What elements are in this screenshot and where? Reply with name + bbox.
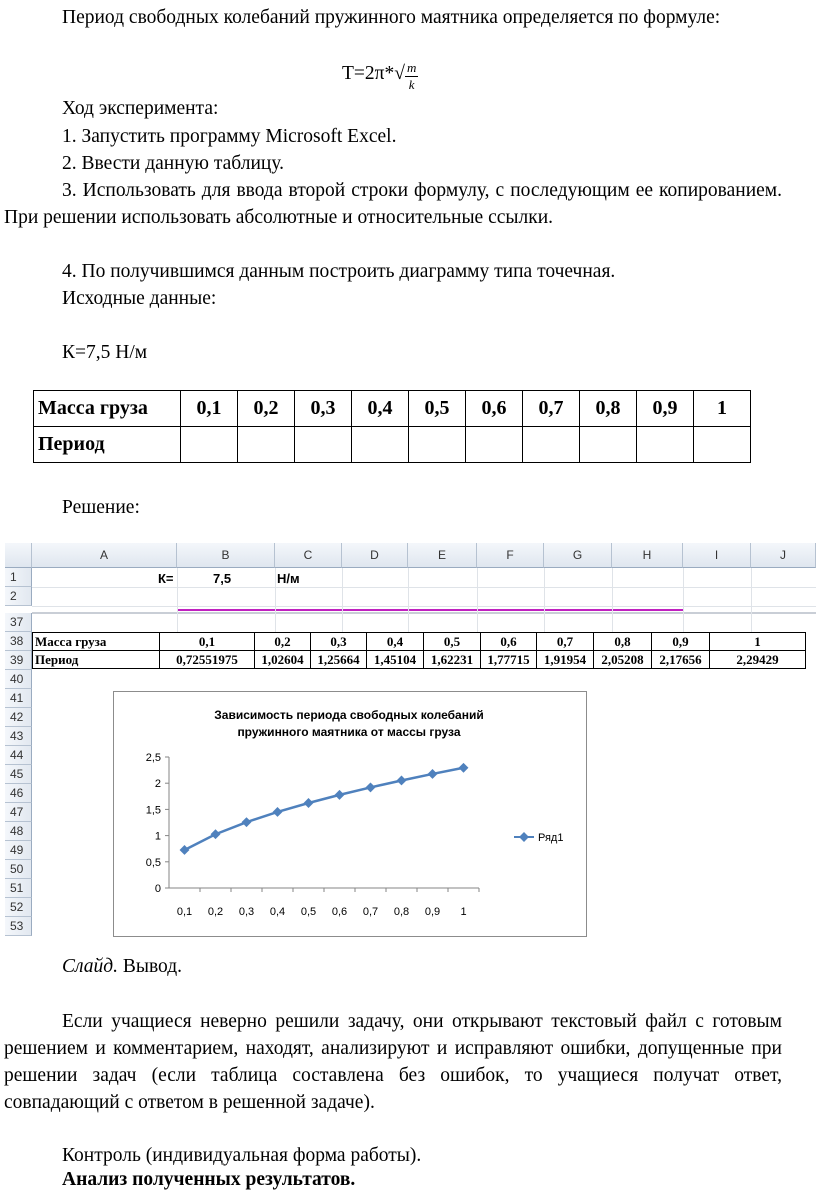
column-header[interactable]: E <box>408 543 477 568</box>
formula-pi-sqrt: π*√ <box>374 62 405 84</box>
period-cell <box>181 427 238 463</box>
period-cell <box>637 427 694 463</box>
period-cell <box>295 427 352 463</box>
column-header[interactable]: C <box>275 543 342 568</box>
data-point <box>428 769 438 779</box>
mass-value-cell[interactable]: 0,7 <box>536 632 594 651</box>
k-value-cell[interactable]: 7,5 <box>213 571 232 586</box>
mass-row <box>34 391 751 427</box>
legend-label: Ряд1 <box>538 832 564 844</box>
period-value-cell[interactable]: 1,45104 <box>366 650 424 669</box>
x-tick-label: 0,9 <box>424 906 441 918</box>
period-label: Период <box>34 427 181 463</box>
hidden-rows-divider <box>32 612 816 614</box>
conclusion-paragraph: Если учащиеся неверно решили задачу, они открывают текстовый файл с готовым решением и комментарием, находят, анализируют и исправляют ошибки, допущенные при решении задач (если таблица составлена без ошибок, то учащиеся получат ответ, совпадающий с ответом в решенной задаче). <box>4 1011 782 1113</box>
row-header[interactable]: 41 <box>5 689 32 708</box>
data-point <box>335 790 345 800</box>
mass-cell: 0,7 <box>523 391 580 427</box>
period-value-cell[interactable]: 1,25664 <box>310 650 367 669</box>
period-value-cell[interactable]: 1,62231 <box>423 650 481 669</box>
slide-conclusion: Вывод. <box>118 956 183 977</box>
column-header[interactable]: F <box>477 543 544 568</box>
column-header[interactable]: D <box>342 543 408 568</box>
x-tick-label: 1 <box>460 906 467 918</box>
k-unit-cell[interactable]: Н/м <box>277 571 300 586</box>
y-tick-label: 0,5 <box>145 856 161 869</box>
row-header[interactable]: 44 <box>5 746 32 765</box>
row-header[interactable]: 38 <box>5 632 32 651</box>
data-point <box>211 829 221 839</box>
k-value: К=7,5 Н/м <box>62 342 148 363</box>
data-point <box>180 845 190 855</box>
steps-heading: Ход эксперимента: <box>62 98 219 119</box>
period-label-cell[interactable]: Период <box>32 650 160 669</box>
period-cell <box>580 427 637 463</box>
mass-cell: 0,9 <box>637 391 694 427</box>
formula-denominator: k <box>408 77 415 92</box>
intro-paragraph: Период свободных колебаний пружинного маятника определяется по формуле: <box>62 7 721 28</box>
x-tick-label: 0,8 <box>393 906 410 918</box>
period-cell <box>238 427 295 463</box>
row-header[interactable]: 52 <box>5 898 32 917</box>
row-header[interactable]: 46 <box>5 784 32 803</box>
excel-screenshot <box>0 543 816 950</box>
legend-marker <box>519 832 529 842</box>
period-value-cell[interactable]: 2,17656 <box>651 650 710 669</box>
period-row <box>34 427 751 463</box>
mass-value-cell[interactable]: 0,5 <box>423 632 481 651</box>
solution-label: Решение: <box>62 497 140 518</box>
mass-label-cell[interactable]: Масса груза <box>32 632 160 651</box>
row-header[interactable]: 43 <box>5 727 32 746</box>
chart-area[interactable] <box>113 691 587 937</box>
period-formula <box>342 58 418 91</box>
k-label-cell[interactable]: К= <box>158 571 174 586</box>
x-tick-label: 0,3 <box>238 906 255 918</box>
mass-value-cell[interactable]: 1 <box>709 632 806 651</box>
row-header[interactable]: 37 <box>5 613 32 632</box>
row-header[interactable]: 45 <box>5 765 32 784</box>
mass-cell: 0,1 <box>181 391 238 427</box>
step-1: 1. Запустить программу Microsoft Excel. <box>62 126 397 147</box>
row-header[interactable]: 42 <box>5 708 32 727</box>
source-data-heading: Исходные данные: <box>62 288 217 309</box>
period-value-cell[interactable]: 1,91954 <box>536 650 594 669</box>
column-header[interactable]: I <box>683 543 751 568</box>
data-point <box>397 776 407 786</box>
mass-label: Масса груза <box>34 391 181 427</box>
x-tick-label: 0,6 <box>331 906 348 918</box>
mass-cell: 0,6 <box>466 391 523 427</box>
x-tick-label: 0,4 <box>269 906 286 918</box>
data-point <box>366 782 376 792</box>
formula-prefix: T=2 <box>342 62 375 84</box>
mass-cell: 0,8 <box>580 391 637 427</box>
row-header[interactable]: 47 <box>5 803 32 822</box>
mass-value-cell[interactable]: 0,1 <box>159 632 255 651</box>
row-header[interactable]: 51 <box>5 879 32 898</box>
data-point <box>273 807 283 817</box>
period-value-cell[interactable]: 0,72551975 <box>159 650 255 669</box>
mass-cell: 1 <box>694 391 751 427</box>
y-tick-label: 1,5 <box>145 804 161 817</box>
slide-line <box>62 953 182 980</box>
mass-value-cell[interactable]: 0,4 <box>366 632 424 651</box>
mass-value-cell[interactable]: 0,2 <box>254 632 311 651</box>
y-tick-label: 2 <box>154 778 161 791</box>
period-value-cell[interactable]: 2,29429 <box>709 650 806 669</box>
mass-cell: 0,2 <box>238 391 295 427</box>
row-header[interactable]: 48 <box>5 822 32 841</box>
row-header[interactable]: 39 <box>5 651 32 670</box>
data-point <box>242 817 252 827</box>
mass-cell: 0,3 <box>295 391 352 427</box>
row-header[interactable]: 40 <box>5 670 32 689</box>
mass-value-cell[interactable]: 0,6 <box>480 632 537 651</box>
y-tick-label: 2,5 <box>145 752 161 764</box>
control-line: Контроль (индивидуальная форма работы). <box>62 1145 422 1166</box>
step-2: 2. Ввести данную таблицу. <box>62 153 284 174</box>
mass-cell: 0,5 <box>409 391 466 427</box>
slide-label: Слайд. <box>62 956 118 977</box>
column-header[interactable]: H <box>612 543 683 568</box>
period-cell <box>352 427 409 463</box>
x-tick-label: 0,2 <box>207 906 224 918</box>
column-header[interactable]: A <box>32 543 177 568</box>
data-point <box>459 763 469 773</box>
period-cell <box>523 427 580 463</box>
column-header[interactable]: J <box>751 543 816 568</box>
row-header[interactable]: 1 <box>5 568 32 587</box>
formula-numerator: m <box>406 60 417 75</box>
x-tick-label: 0,7 <box>362 906 379 918</box>
step-4: 4. По получившимся данным построить диаграмму типа точечная. <box>62 261 616 282</box>
chart-title-line2: пружинного маятника от массы груза <box>237 725 461 739</box>
step-3: 3. Использовать для ввода второй строки формулу, с последующим ее копированием. При решении использовать абсолютные и относительные ссылки. <box>4 180 782 228</box>
row-header[interactable]: 53 <box>5 917 32 936</box>
series-line <box>185 768 464 850</box>
chart-title-line1: Зависимость периода свободных колебаний <box>214 708 484 722</box>
period-cell <box>466 427 523 463</box>
row-header[interactable]: 49 <box>5 841 32 860</box>
period-vs-mass-chart <box>114 692 586 936</box>
selection-marker-line <box>177 609 683 611</box>
row-header[interactable]: 50 <box>5 860 32 879</box>
mass-cell: 0,4 <box>352 391 409 427</box>
period-cell <box>694 427 751 463</box>
x-tick-label: 0,5 <box>300 906 317 918</box>
mass-value-cell[interactable]: 0,3 <box>310 632 367 651</box>
period-value-cell[interactable]: 1,77715 <box>480 650 537 669</box>
gridline <box>32 606 816 607</box>
source-data-table <box>33 390 751 463</box>
y-tick-label: 0 <box>154 883 161 895</box>
mass-value-cell[interactable]: 0,8 <box>593 632 652 651</box>
data-point <box>304 798 314 808</box>
gridline <box>32 587 816 588</box>
row-header[interactable]: 2 <box>5 587 32 606</box>
mass-value-cell[interactable]: 0,9 <box>651 632 710 651</box>
column-header[interactable]: B <box>177 543 275 568</box>
select-all-corner[interactable] <box>5 543 32 568</box>
period-value-cell[interactable]: 2,05208 <box>593 650 652 669</box>
column-header[interactable]: G <box>544 543 612 568</box>
period-value-cell[interactable]: 1,02604 <box>254 650 311 669</box>
y-tick-label: 1 <box>154 830 161 843</box>
analysis-heading: Анализ полученных результатов. <box>62 1169 356 1190</box>
period-cell <box>409 427 466 463</box>
x-tick-label: 0,1 <box>176 906 193 918</box>
